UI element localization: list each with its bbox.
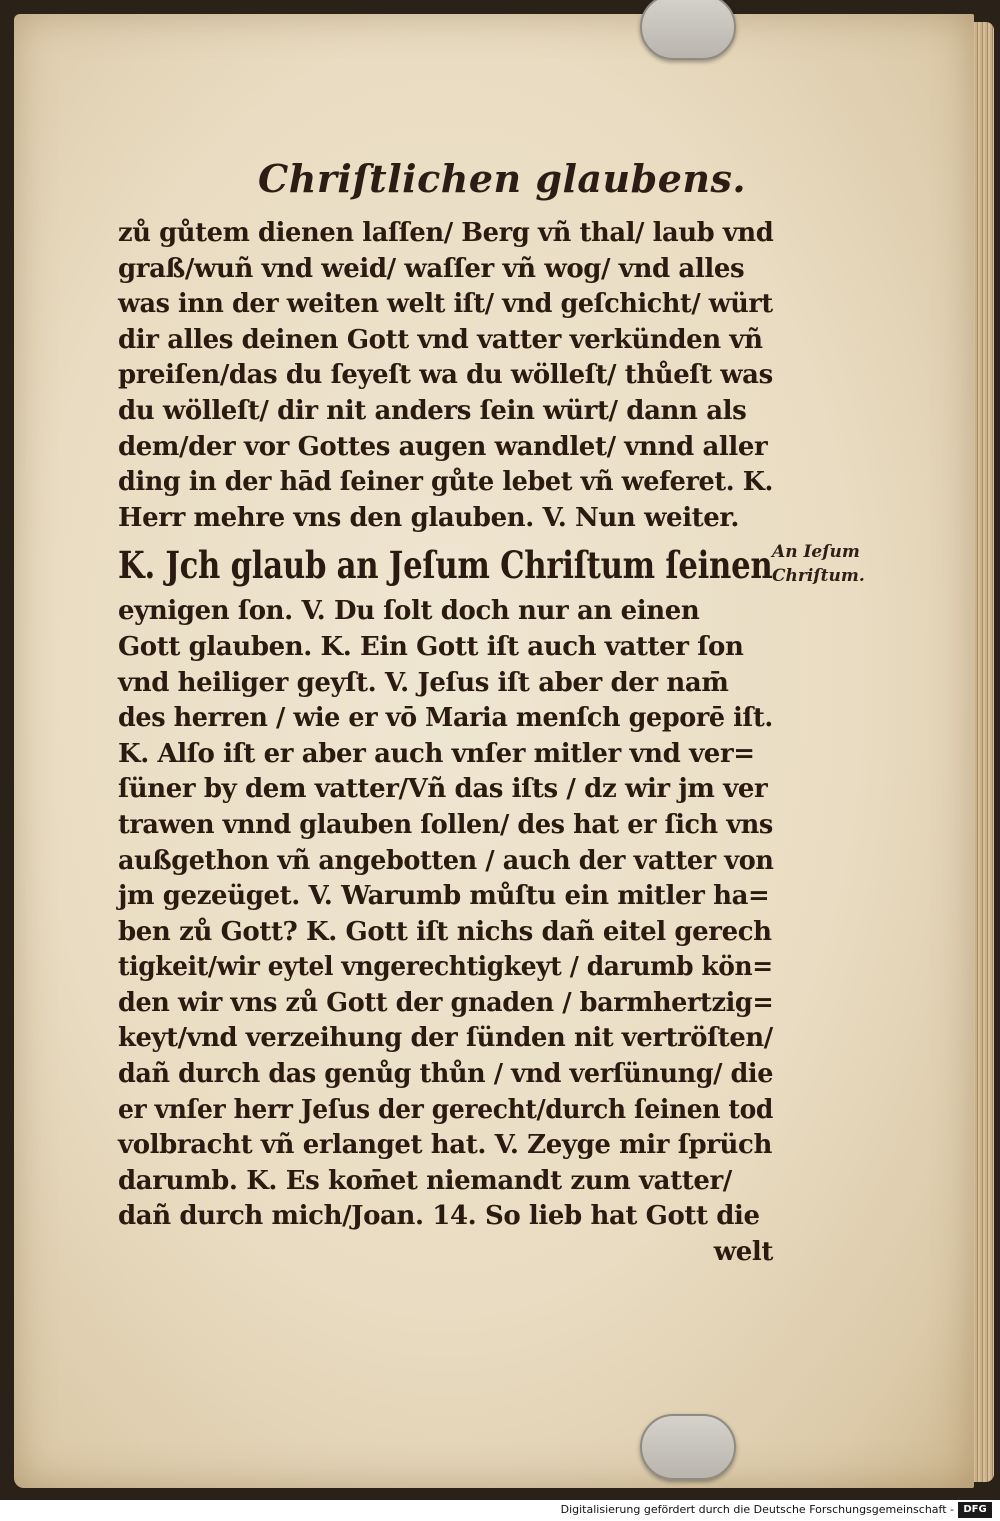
text-line: außgethon vñ angebotten / auch der vatter von [118, 845, 774, 876]
text-line: dir alles deinen Gott vnd vatter verkünden vñ [118, 324, 763, 355]
footer-bar [0, 1500, 1000, 1521]
text-line: dañ durch das genůg thůn / vnd verſünung/ die [118, 1059, 774, 1090]
marginal-note [772, 540, 882, 588]
text-line: dem/der vor Gottes augen wandlet/ vnnd aller [118, 431, 768, 462]
text-line: volbracht vñ erlanget hat. V. Zeyge mir ſprüch [118, 1130, 772, 1161]
text-line: vnd heiliger geyſt. V. Jeſus iſt aber der nam̄ [118, 667, 729, 698]
article-heading: K. Jch glaub an Jeſum Chriſtum ſeinen [118, 543, 773, 588]
text-line: er vnſer herr Jeſus der gerecht/durch ſeinen tod [118, 1094, 774, 1125]
text-line: Gott glauben. K. Ein Gott iſt auch vatter ſon [118, 631, 744, 662]
text-line: tigkeit/wir eytel vngerechtigkeyt / darumb kön= [118, 952, 773, 983]
text-line: Herr mehre vns den glauben. V. Nun weiter. [118, 502, 739, 533]
dfg-logo: DFG [958, 1502, 992, 1518]
text-line: dañ durch mich/Joan. 14. So lieb hat Gott die [118, 1201, 760, 1232]
text-line: zů gůtem dienen laſſen/ Berg vñ thal/ laub vnd [118, 218, 774, 248]
text-line: des herren / wie er vō Maria menſch geporē iſt. [118, 703, 773, 734]
text-line: jm gezeüget. V. Warumb můſtu ein mitler ha= [118, 881, 770, 912]
text-line: trawen vnnd glauben ſollen/ des hat er ſich vns [118, 809, 773, 840]
text-line: ding in der hād ſeiner gůte lebet vñ weferet. K. [118, 467, 774, 498]
text-line: ſüner by dem vatter/Vñ das iſts / dz wir jm ver [118, 774, 768, 805]
page-clip-bottom [640, 1414, 736, 1480]
text-line: ben zů Gott? K. Gott iſt nichs dañ eitel gerech [118, 916, 772, 947]
body-text [118, 216, 773, 1271]
text-line: keyt/vnd verzeihung der ſünden nit vertröſten/ [118, 1023, 773, 1054]
text-line: darumb. K. Es kom̄et niemandt zum vatter/ [118, 1165, 732, 1196]
text-line: du wölleſt/ dir nit anders ſein würt/ dann als [118, 395, 747, 426]
text-line: was inn der weiten welt iſt/ vnd geſchicht/ würt [118, 289, 773, 320]
text-line: preiſen/das du ſeyeſt wa du wölleſt/ thůeſt was [118, 360, 773, 391]
text-line: K. Alſo iſt er aber auch vnſer mitler vnd ver= [118, 738, 755, 769]
text-line: eynigen ſon. V. Du ſolt doch nur an einen [118, 596, 700, 627]
text-line: graß/wuñ vnd weid/ waſſer vñ wog/ vnd alles [118, 253, 745, 284]
marginal-note-line: Chriſtum. [772, 566, 865, 586]
catchword: welt [713, 1237, 773, 1268]
running-head: Chriſtlichen glaubens. [258, 156, 747, 201]
marginal-note-line: An Ieſum [772, 542, 860, 562]
footer-credit: Digitalisierung gefördert durch die Deutsche Forschungsgemeinschaft - [560, 1503, 954, 1516]
page-clip-top [640, 0, 736, 60]
text-line: den wir vns zů Gott der gnaden / barmhertzig= [118, 987, 774, 1018]
